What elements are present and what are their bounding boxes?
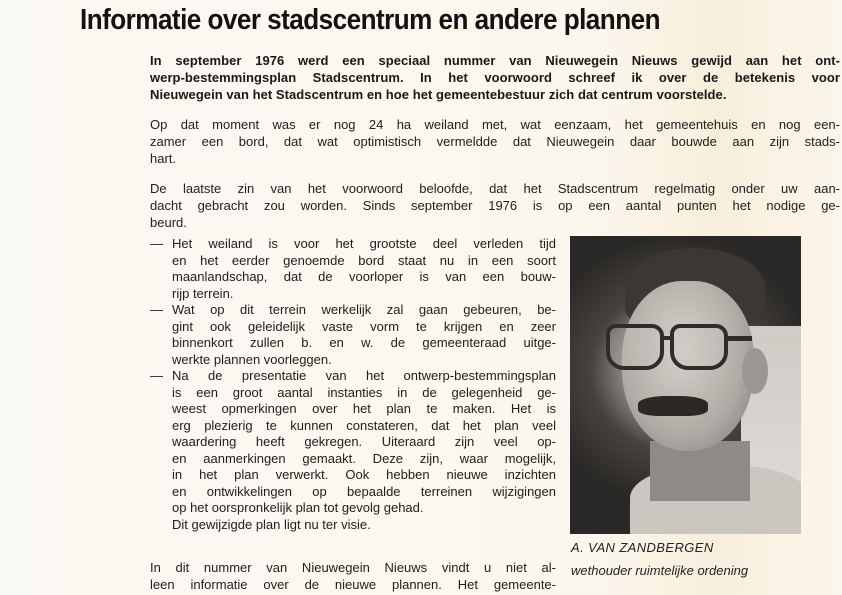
text-line: op het oorspronkelijk plan tot gevolg gehad.	[172, 500, 424, 515]
paragraph-3	[150, 559, 556, 593]
photo-caption-role: wethouder ruimtelijke ordening	[571, 563, 749, 578]
text-line: werkte plannen voorleggen.	[172, 351, 332, 367]
glasses-left-lens	[606, 324, 664, 370]
text-line: leen informatie over de nieuwe plannen. Het gemeente-	[150, 577, 556, 592]
bullet-item	[150, 236, 556, 302]
bullet-list	[150, 236, 556, 533]
paragraph-1	[150, 116, 840, 167]
text-line: rijp terrein.	[172, 285, 234, 301]
glasses-temple	[724, 336, 752, 341]
bullet-tail-line: Dit gewijzigde plan ligt nu ter visie.	[172, 516, 371, 532]
text-line: Op dat moment was er nog 24 ha weiland met, wat eenzaam, het gemeentehuis en nog een-	[150, 117, 840, 132]
text-line: en ontwikkelingen op bepaalde terreinen wijzigingen	[172, 483, 556, 499]
text-line: hart.	[150, 151, 177, 166]
text-line: Nieuwegein van het Stadscentrum en hoe het gemeentebestuur zich dat centrum voorstelde.	[150, 87, 727, 102]
dash-marker: —	[150, 236, 163, 251]
text-line: dacht gebracht zou worden. Sinds september 1976 is op een aantal punten het nodige ge-	[150, 198, 840, 213]
text-line: waardering heeft gekregen. Uiteraard zijn veel op-	[172, 434, 556, 449]
glasses-right-lens	[670, 324, 728, 370]
paragraph-2	[150, 180, 840, 231]
photo-moustache	[638, 396, 708, 416]
text-line: De laatste zin van het voorwoord beloofde, dat het Stadscentrum regelmatig onder uw aan-	[150, 181, 840, 196]
bullet-item	[150, 368, 556, 533]
text-line: beurd.	[150, 215, 187, 230]
text-line: In september 1976 werd een speciaal nummer van Nieuwegein Nieuws gewijd aan het ont-	[150, 53, 840, 68]
text-line: binnenkort zullen b. en w. de gemeenteraad uitge-	[172, 335, 556, 350]
text-line: weest opmerkingen over het plan te maken. Het is	[172, 401, 556, 416]
text-line: Wat op dit terrein werkelijk zal gaan gebeuren, be-	[172, 302, 556, 317]
dash-marker: —	[150, 368, 163, 383]
dash-marker: —	[150, 302, 163, 317]
text-line: is een groot aantal instanties in de gelegenheid ge-	[172, 384, 556, 400]
text-line: gint ook geleidelijk vaste vorm te krijgen en zeer	[172, 318, 556, 334]
text-line: Het weiland is voor het grootste deel verleden tijd	[172, 236, 556, 251]
glasses-bridge	[660, 336, 674, 340]
text-line: Na de presentatie van het ontwerp-bestemmingsplan	[172, 368, 556, 383]
text-line: in het plan verwerkt. Ook hebben nieuwe inzichten	[172, 467, 556, 482]
text-line: werp-bestemmingsplan Stadscentrum. In het voorwoord schreef ik over de betekenis voor	[150, 70, 840, 85]
text-line: erg plezierig te kunnen constateren, dat het plan veel	[172, 417, 556, 433]
text-line: zamer een bord, dat wat optimistisch vermeldde dat Nieuwegein daar bouwde aan zijn stads-	[150, 134, 840, 149]
text-line: en het eerder genoemde bord staat nu in een soort	[172, 252, 556, 268]
portrait-photo	[570, 236, 801, 534]
photo-caption-name: A. VAN ZANDBERGEN	[571, 540, 714, 555]
text-line: maanlandschap, dat de voorloper is van een bouw-	[172, 269, 556, 284]
photo-ear	[742, 348, 768, 394]
article-title: Informatie over stadscentrum en andere plannen	[80, 4, 660, 36]
text-line: en aanmerkingen gemaakt. Deze zijn, waar mogelijk,	[172, 450, 556, 466]
intro-paragraph	[150, 52, 840, 103]
bullet-item	[150, 302, 556, 368]
text-line: In dit nummer van Nieuwegein Nieuws vindt u niet al-	[150, 560, 556, 575]
